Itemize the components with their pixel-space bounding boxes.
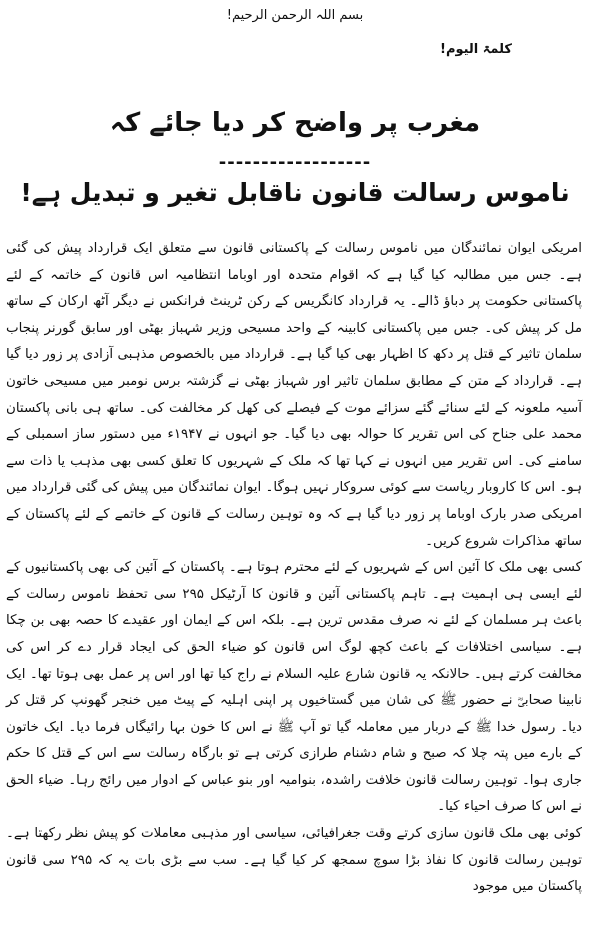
column-label: کلمۃ الیوم!	[440, 42, 512, 57]
headline-line-1: مغرب پر واضح کر دیا جائے کہ	[109, 108, 481, 138]
headline-line-2: ناموس رسالت قانون ناقابل تغیر و تبدیل ہے!	[20, 178, 570, 207]
headline-divider: ------------------	[218, 152, 372, 173]
article-body	[6, 236, 582, 901]
paragraph-2: کسی بھی ملک کا آئین اس کے شہریوں کے لئے محترم ہوتا ہے۔ پاکستان کے آئین کی بھی پاکستانیوں کے لئے ایسی ہی اہمیت ہے۔ تاہم پاکستانی آئین و قانون کا آرٹیکل ۲۹۵ سی تحفظ ناموس رسالت کے باعث ہر مسلمان کے لئے نہ صرف مقدس ترین ہے۔ بلکہ اس کے ایمان اور عقیدے کا حصہ بھی بن چکا ہے۔ سیاسی اختلافات کے باعث کچھ لوگ اس قانون کو ضیاء الحق کی ایجاد قرار دے کر اس کی مخالفت کرتے ہیں۔ حالانکہ یہ قانون شارع علیہ السلام نے راج کیا تھا اور اس پر عمل بھی ہوتا تھا۔ ایک نابینا صحابیؓ نے حضور ﷺ کی شان میں گستاخیوں پر اپنی اہلیہ کے پیٹ میں خنجر گھونپ کر قتل کر دیا۔ رسول خدا ﷺ کے دربار میں معاملہ گیا تو آپ ﷺ نے اس کا خون بہا رائیگاں فرما دیا۔ ایک خاتون کے بارے میں پتہ چلا کہ صبح و شام دشنام طرازی کرتی ہے تو بارگاہ رسالت سے اس کے قتل کا حکم جاری ہوا۔ توہین رسالت قانون خلافت راشدہ، بنوامیہ اور بنو عباس کے ادوار میں رائج رہا۔ ضیاء الحق نے اس کا صرف احیاء کیا۔	[6, 560, 582, 815]
paragraph-1: امریکی ایوان نمائندگان میں ناموس رسالت کے پاکستانی قانون سے متعلق ایک قرارداد پیش کی گئی ہے۔ جس میں مطالبہ کیا گیا ہے کہ اقوام متحدہ اور اوباما انتظامیہ اس قانون کے خاتمہ کے لئے پاکستانی حکومت پر دباؤ ڈالے۔ یہ قرارداد کانگریس کے رکن ٹرینٹ فرانکس نے دیگر آٹھ ارکان کے ساتھ مل کر پیش کی۔ جس میں پاکستانی کابینہ کے واحد مسیحی وزیر شہباز بھٹی اور سابق گورنر پنجاب سلمان تاثیر کے قتل پر دکھ کا اظہار بھی کیا گیا ہے۔ قرارداد میں بالخصوص مذہبی آزادی پر زور دیا گیا ہے۔ قرارداد کے متن کے مطابق سلمان تاثیر اور شہباز بھٹی نے گزشتہ برس نومبر میں مسیحی خاتون آسیہ ملعونہ کے لئے سنائے گئے سزائے موت کے فیصلے کی کھل کر مخالفت کی۔ ساتھ ہی بانی پاکستان محمد علی جناح کی اس تقریر کا حوالہ بھی دیا گیا۔ جو انہوں نے ۱۹۴۷ء میں دستور ساز اسمبلی کے سامنے کی۔ اس تقریر میں انہوں نے کہا تھا کہ ملک کے شہریوں کا تعلق کسی بھی مذہب یا ذات سے ہو۔ اس کا کاروبار ریاست سے کوئی سروکار نہیں ہوگا۔ ایوان نمائندگان میں پیش کی گئی قرارداد میں امریکی صدر بارک اوباما پر زور دیا گیا ہے کہ وہ توہین رسالت کے قانون کے خاتمے کے لئے پاکستان کے ساتھ مذاکرات شروع کریں۔	[6, 241, 582, 549]
paragraph-3: کوئی بھی ملک قانون سازی کرتے وقت جغرافیائی، سیاسی اور مذہبی معاملات کو پیش نظر رکھتا ہے۔ توہین رسالت قانون کا نفاذ بڑا سوچ سمجھ کر کیا گیا ہے۔ سب سے بڑی بات یہ کہ ۲۹۵ سی قانون پاکستان میں موجود	[6, 826, 582, 895]
bismillah-line: بسم اللہ الرحمن الرحیم!	[226, 8, 364, 23]
